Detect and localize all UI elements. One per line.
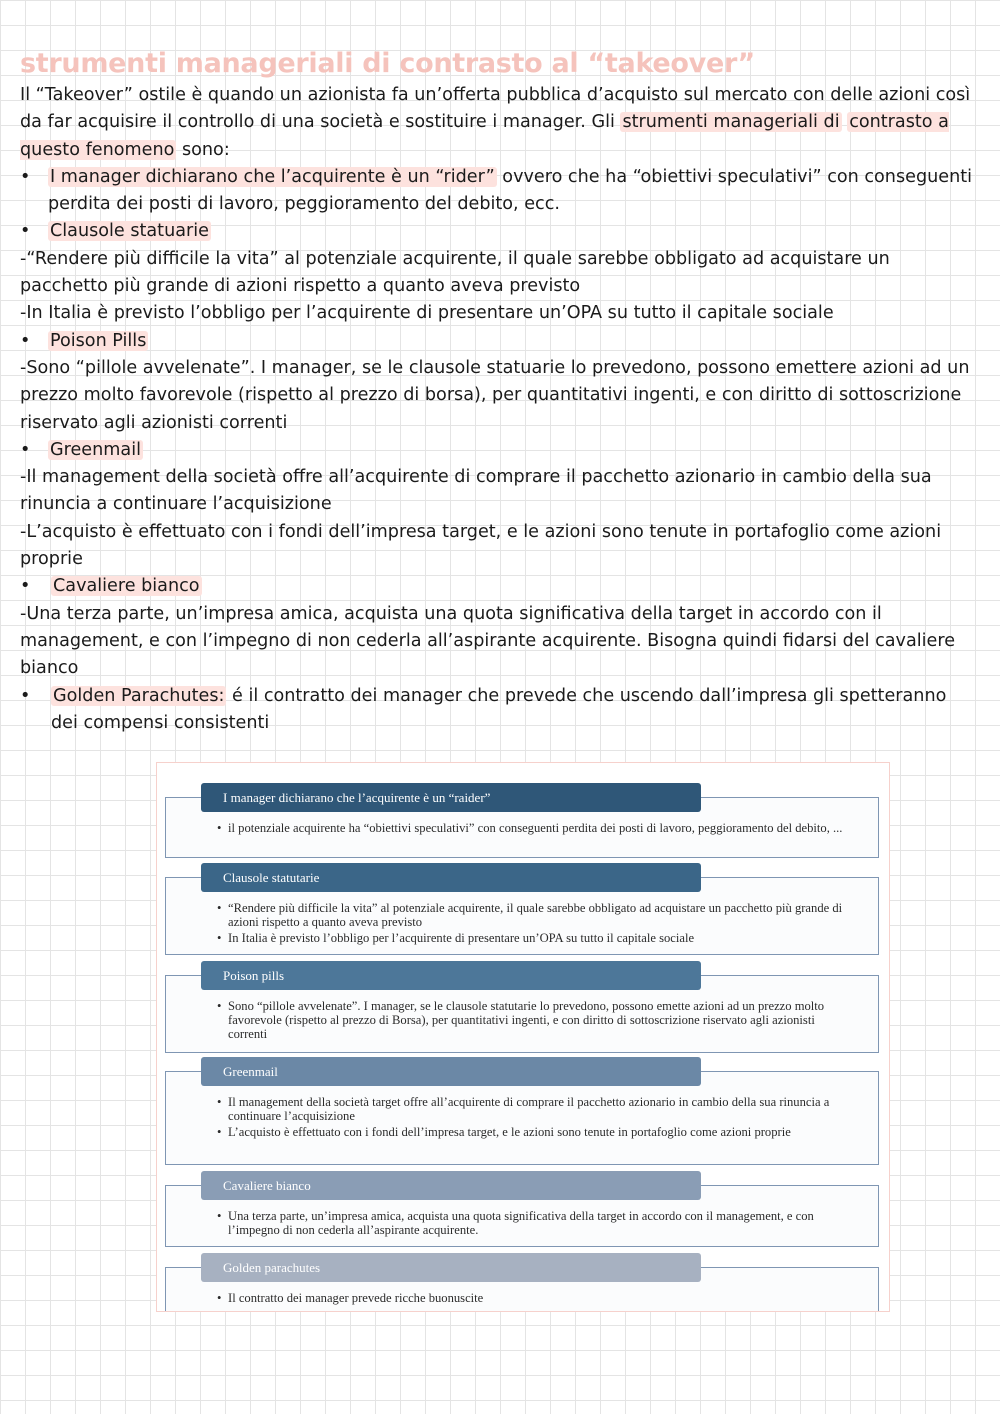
highlight-contrasto: contrasto a questo fenomeno [20,112,949,160]
greenmail-point-2: -L’acquisto è effettuato con i fondi dell’impresa target, e le azioni sono tenute in portafoglio come azioni proprie [20,521,942,570]
figure-block-list [217,1291,849,1305]
figure-list-item: • L’acquisto è effettuato con i fondi dell’impresa target, e le azioni sono tenute in portafoglio come azioni proprie [217,1125,849,1139]
intro-line-2: così da far acquisire il controllo di una società e sostituire i manager. Gli [20,85,971,133]
bullet-poison-pills-heading: Poison Pills [50,330,147,351]
bullet-poison-pills [20,328,978,355]
bullet-raider [20,164,978,219]
intro-line-1: Il “Takeover” ostile è quando un azionista fa un’offerta pubblica d’acquisto sul mercato con delle azioni [20,85,931,105]
figure-block-raider [165,783,879,858]
bullet-dot: • [20,221,31,242]
figure-block-header: Greenmail [201,1057,701,1086]
figure-list-item: • In Italia è previsto l’obbligo per l’acquirente di presentare un’OPA su tutto il capitale sociale [217,931,849,945]
figure-block-list [217,901,849,946]
notes-body [20,82,978,737]
clausole-point-2: -In Italia è previsto l’obbligo per l’acquirente di presentare un’OPA su tutto il capitale sociale [20,303,834,324]
clausole-point-1: -“Rendere più difficile la vita” al potenziale acquirente, il quale sarebbe obbligato ad acquistare un pacchetto più grande di azioni rispetto a quanto aveva previsto [20,248,890,297]
intro-paragraph [20,82,978,164]
bullet-raider-heading: I manager dichiarano che l’acquirente è un “rider” [50,166,495,187]
bullet-dot: • [20,166,31,187]
bullet-golden-parachutes [20,683,978,738]
figure-block-list [217,1209,849,1237]
figure-block-golden [165,1253,879,1312]
page-title: strumenti manageriali di contrasto al “takeover” [20,48,755,79]
highlight-strumenti: strumenti manageriali di [622,112,840,133]
figure-block-header: Poison pills [201,961,701,990]
figure-block-list [217,1095,849,1140]
bullet-raider-text: ovvero che ha “obiettivi speculativi” con conseguenti perdita dei posti di lavoro, peggioramento del debito, ecc. [48,166,973,215]
intro-line-3-end: sono: [176,139,230,160]
figure-list-item: • Il management della società target offre all’acquirente di comprare il pacchetto azionario in cambio della sua rinuncia a continuare l’acquisizione [217,1095,849,1123]
figure-block-list [217,999,849,1042]
bullet-cavaliere-heading: Cavaliere bianco [53,576,200,597]
figure-list-item: • Il contratto dei manager prevede ricche buonuscite [217,1291,849,1305]
cavaliere-point-1: -Una terza parte, un’impresa amica, acquista una quota significativa della target in accordo con il management, e con l’impegno di non cederla all’aspirante acquirente. Bisogna quindi fidarsi del cavaliere bianco [20,603,956,679]
figure-block-cavaliere [165,1171,879,1247]
figure-list-item: • il potenziale acquirente ha “obiettivi speculativi” con conseguenti perdita dei posti di lavoro, peggioramento del debito, ... [217,821,849,835]
bullet-dot: • [20,439,31,460]
bullet-clausole-heading: Clausole statuarie [50,221,209,242]
figure-block-header: Golden parachutes [201,1253,701,1282]
figure-block-header: Cavaliere bianco [201,1171,701,1200]
bullet-dot: • [20,330,31,351]
bullet-golden-heading: Golden Parachutes: [53,685,225,706]
figure-block-header: Clausole statutarie [201,863,701,892]
bullet-dot: • [20,576,31,597]
figure-block-header: I manager dichiarano che l’acquirente è un “raider” [201,783,701,812]
greenmail-point-1: -Il management della società offre all’acquirente di comprare il pacchetto azionario in cambio della sua rinuncia a continuare l’acquisizione [20,467,932,515]
bullet-dot: • [20,685,31,706]
figure-list-item: • Una terza parte, un’impresa amica, acquista una quota significativa della target in accordo con il management, e con l’impegno di non cederla all’aspirante acquirente. [217,1209,849,1237]
bullet-greenmail-heading: Greenmail [50,439,141,460]
figure-block-poison-pills [165,961,879,1053]
figure-list-item: • Sono “pillole avvelenate”. I manager, se le clausole statutarie lo prevedono, possono emette azioni ad un prezzo molto favorevole (rispetto al prezzo di Borsa), per quantitativi ingenti, e con diritto di sottoscrizione riservato agli azionisti correnti [217,999,849,1042]
poison-pills-point-1: -Sono “pillole avvelenate”. I manager, se le clausole statuarie lo prevedono, possono emettere azioni ad un prezzo molto favorevole (rispetto al prezzo di borsa), per quantitativi ingenti, e con diritto di sottoscrizione riservato agli azionisti correnti [20,357,970,433]
bullet-cavaliere [20,573,978,600]
figure-block-list [217,821,849,835]
figure-block-clausole [165,863,879,955]
bullet-greenmail [20,437,978,464]
bullet-clausole [20,218,978,245]
figure-list-item: • “Rendere più difficile la vita” al potenziale acquirente, il quale sarebbe obbligato ad acquistare un pacchetto più grande di azioni rispetto a quanto aveva previsto [217,901,849,929]
figure-block-greenmail [165,1057,879,1165]
summary-figure [156,762,890,1312]
bullet-golden-text: é il contratto dei manager che prevede che uscendo dall’impresa gli spetteranno dei compensi consistenti [51,685,947,733]
